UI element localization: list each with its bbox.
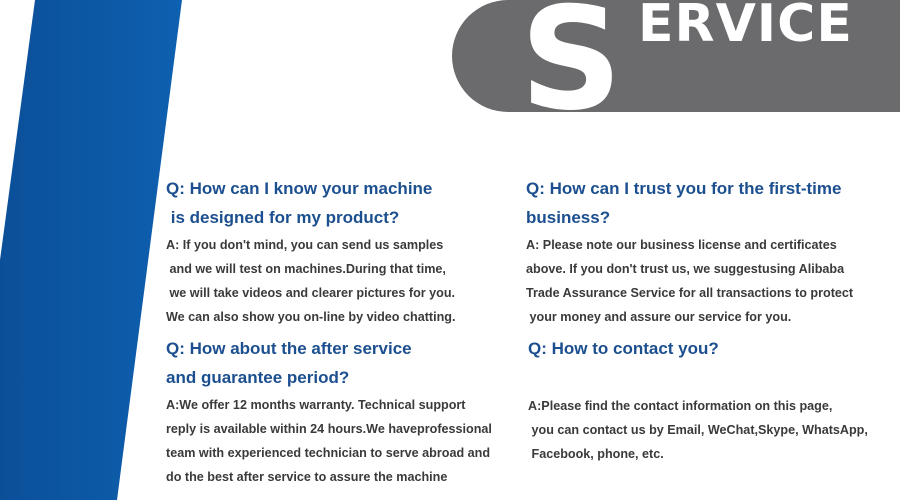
faq-answer-line: A:We offer 12 months warranty. Technical support [166, 398, 466, 412]
faq-question-line: business? [526, 208, 611, 227]
faq-answer-line: We can also show you on-line by video chatting. [166, 310, 456, 324]
faq-item-4 [528, 334, 898, 465]
faq-item-2 [526, 174, 896, 328]
faq-answer-line: above. If you don't trust us, we suggestusing Alibaba [526, 262, 845, 276]
faq-question-line: and guarantee period? [166, 368, 350, 387]
faq-answer-line: we will take videos and clearer pictures for you. [166, 286, 456, 300]
faq-answer-line: reply is available within 24 hours.We haveprofessional [166, 422, 492, 436]
banner-big-letter: S [520, 0, 623, 142]
faq-question-line: Q: How about the after service [166, 339, 412, 358]
faq-item-3 [166, 334, 526, 488]
faq-answer-line: team with experienced technician to serve abroad and [166, 446, 491, 460]
faq-answer-line: A: If you don't mind, you can send us samples [166, 238, 444, 252]
faq-question-line: is designed for my product? [166, 208, 400, 227]
faq-question-line: Q: How can I know your machine [166, 179, 433, 198]
faq-answer-line: do the best after service to assure the machine [166, 470, 448, 484]
faq-question-line: Q: How to contact you? [528, 339, 719, 358]
faq-answer-line: A: Please note our business license and certificates [526, 238, 837, 252]
faq-answer-line: you can contact us by Email, WeChat,Skype, WhatsApp, [528, 423, 868, 437]
faq-answer-line: and we will test on machines.During that time, [166, 262, 446, 276]
faq-answer-line: your money and assure our service for you. [526, 310, 792, 324]
faq-answer-line: A:Please find the contact information on this page, [528, 399, 833, 413]
faq-answer-line: Facebook, phone, etc. [528, 447, 664, 461]
banner-word-rest: ERVICE [638, 0, 853, 54]
faq-item-1 [166, 174, 526, 328]
faq-answer-line: Trade Assurance Service for all transactions to protect [526, 286, 854, 300]
faq-question-line: Q: How can I trust you for the first-time [526, 179, 842, 198]
